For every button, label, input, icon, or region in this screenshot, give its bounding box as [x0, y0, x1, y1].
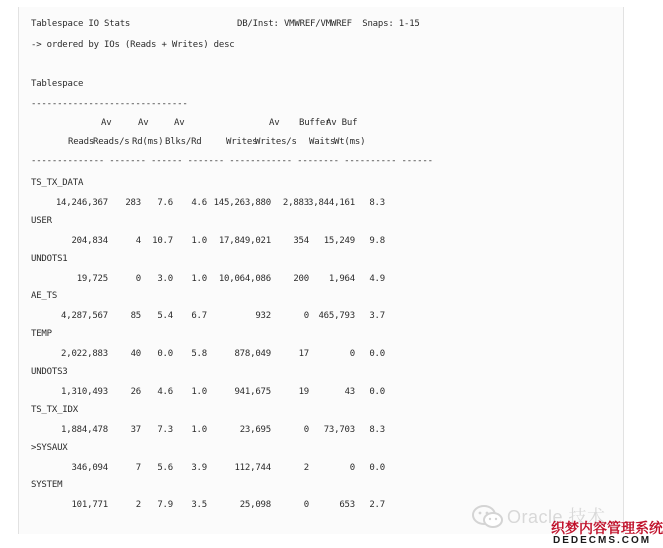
cell-waits: 15,249 — [323, 235, 355, 246]
cell-writes: 878,049 — [234, 349, 271, 360]
col-head-waits: Waits — [309, 137, 336, 147]
tablespace-name: AE_TS — [31, 291, 58, 302]
cell-reads: 101,771 — [71, 500, 108, 511]
cell-wt-ms: 2.7 — [369, 500, 385, 511]
cell-rd-ms: 3.0 — [157, 273, 173, 284]
cell-wt-ms: 0.0 — [369, 462, 385, 473]
col-head1-rd-ms: Av — [138, 118, 149, 128]
cell-reads: 19,725 — [76, 273, 108, 284]
cell-writes-per-s: 17 — [298, 349, 309, 360]
col-head1-reads-per-s: Av — [101, 118, 112, 128]
cell-waits: 1,964 — [328, 273, 355, 284]
watermark-chinese: 织梦内容管理系统 — [551, 521, 663, 537]
col-head1-writes-per-s: Av — [269, 118, 280, 128]
cell-reads-per-s: 26 — [130, 387, 141, 397]
watermark-brand: Oracle 技术 — [507, 507, 606, 527]
cell-rd-ms: 7.9 — [157, 500, 173, 511]
cell-wt-ms: 9.8 — [369, 235, 385, 246]
cell-writes-per-s: 19 — [298, 387, 309, 397]
cell-writes-per-s: 2 — [303, 462, 309, 473]
cell-reads-per-s: 37 — [130, 424, 141, 435]
col-head1-buffer: Buffer — [299, 118, 331, 128]
cell-blks-rd: 1.0 — [191, 273, 207, 284]
cell-reads: 4,287,567 — [61, 311, 108, 322]
col-head-writes-per-s: Writes/s — [255, 137, 297, 147]
cell-waits: 653 — [339, 500, 355, 511]
cell-writes-per-s: 0 — [303, 424, 309, 435]
cell-blks-rd: 4.6 — [191, 198, 207, 208]
cell-rd-ms: 10.7 — [152, 235, 173, 246]
cell-blks-rd: 1.0 — [191, 235, 207, 246]
cell-reads: 14,246,367 — [55, 198, 108, 208]
cell-writes: 932 — [255, 311, 271, 322]
db-inst-snaps: DB/Inst: VMWREF/VMWREF Snaps: 1-15 — [237, 19, 420, 29]
cell-writes-per-s: 0 — [303, 500, 309, 511]
tablespace-name: TEMP — [31, 329, 52, 340]
cell-rd-ms: 5.4 — [157, 311, 173, 322]
col-head-writes: Writes — [226, 137, 258, 147]
cell-writes: 10,064,086 — [218, 273, 271, 284]
cell-reads-per-s: 40 — [130, 349, 141, 360]
cell-waits: 465,793 — [318, 311, 355, 322]
col-head-blks-rd: Blks/Rd — [165, 137, 202, 147]
cell-writes: 23,695 — [239, 424, 271, 435]
col-head-wt-ms: Wt(ms) — [334, 137, 366, 147]
cell-blks-rd: 1.0 — [191, 424, 207, 435]
column-separator: -------------- ------- ------ ------- ------------ -------- ---------- ------ — [31, 156, 433, 166]
cell-reads-per-s: 0 — [135, 273, 141, 284]
cell-writes: 941,675 — [234, 387, 271, 397]
col-head-reads: Reads — [68, 137, 95, 147]
wechat-icon — [471, 503, 505, 531]
col-head-rd-ms: Rd(ms) — [132, 137, 164, 147]
cell-waits: 0 — [349, 349, 355, 360]
cell-rd-ms: 0.0 — [157, 349, 173, 360]
cell-reads-per-s: 2 — [135, 500, 141, 511]
cell-writes: 25,098 — [239, 500, 271, 511]
cell-reads-per-s: 7 — [135, 462, 141, 473]
tablespace-name: USER — [31, 215, 52, 226]
cell-reads: 2,022,883 — [61, 349, 108, 360]
cell-reads-per-s: 85 — [130, 311, 141, 322]
cell-writes-per-s: 354 — [293, 235, 309, 246]
cell-reads: 1,310,493 — [61, 387, 108, 397]
cell-wt-ms: 8.3 — [369, 424, 385, 435]
cell-writes: 112,744 — [234, 462, 271, 473]
tablespace-name: UNDOTS1 — [31, 253, 68, 264]
cell-wt-ms: 4.9 — [369, 273, 385, 284]
cell-rd-ms: 7.6 — [157, 198, 173, 208]
cell-blks-rd: 5.8 — [191, 349, 207, 360]
cell-waits: 0 — [349, 462, 355, 473]
section-rule: ------------------------------ — [31, 99, 188, 109]
tablespace-name: UNDOTS3 — [31, 367, 68, 377]
cell-wt-ms: 8.3 — [369, 198, 385, 208]
tablespace-name: SYSTEM — [31, 480, 63, 491]
watermark-url: DEDECMS.COM — [553, 535, 652, 546]
cell-reads-per-s: 4 — [135, 235, 141, 246]
cell-rd-ms: 4.6 — [157, 387, 173, 397]
cell-reads: 204,834 — [71, 235, 108, 246]
watermark — [471, 499, 663, 548]
cell-waits: 3,844,161 — [308, 198, 355, 208]
tablespace-name: >SYSAUX — [31, 442, 68, 453]
cell-wt-ms: 3.7 — [369, 311, 385, 322]
cell-blks-rd: 3.5 — [191, 500, 207, 511]
cell-writes-per-s: 200 — [293, 273, 309, 284]
cell-reads-per-s: 283 — [125, 198, 141, 208]
col-head-reads-per-s: Reads/s — [93, 137, 130, 147]
cell-writes: 17,849,021 — [218, 235, 271, 246]
cell-writes-per-s: 0 — [303, 311, 309, 322]
report-panel — [18, 7, 663, 546]
cell-blks-rd: 1.0 — [191, 387, 207, 397]
cell-rd-ms: 5.6 — [157, 462, 173, 473]
cell-reads: 346,094 — [71, 462, 108, 473]
cell-wt-ms: 0.0 — [369, 349, 385, 360]
tablespace-name: TS_TX_IDX — [31, 404, 78, 415]
cell-writes-per-s: 2,883 — [282, 198, 309, 208]
col-head1-av-buf: Av Buf — [326, 118, 358, 128]
ordering-note: -> ordered by IOs (Reads + Writes) desc — [31, 40, 235, 50]
cell-waits: 43 — [344, 387, 355, 397]
tablespace-name: TS_TX_DATA — [31, 178, 84, 188]
cell-blks-rd: 6.7 — [191, 311, 207, 322]
cell-writes: 145,263,880 — [213, 198, 271, 208]
cell-waits: 73,703 — [323, 424, 355, 435]
cell-reads: 1,884,478 — [61, 424, 108, 435]
report-title: Tablespace IO Stats — [31, 19, 131, 29]
section-label: Tablespace — [31, 79, 84, 89]
cell-rd-ms: 7.3 — [157, 424, 173, 435]
cell-blks-rd: 3.9 — [191, 462, 207, 473]
col-head1-blks-rd: Av — [174, 118, 185, 128]
cell-wt-ms: 0.0 — [369, 387, 385, 397]
